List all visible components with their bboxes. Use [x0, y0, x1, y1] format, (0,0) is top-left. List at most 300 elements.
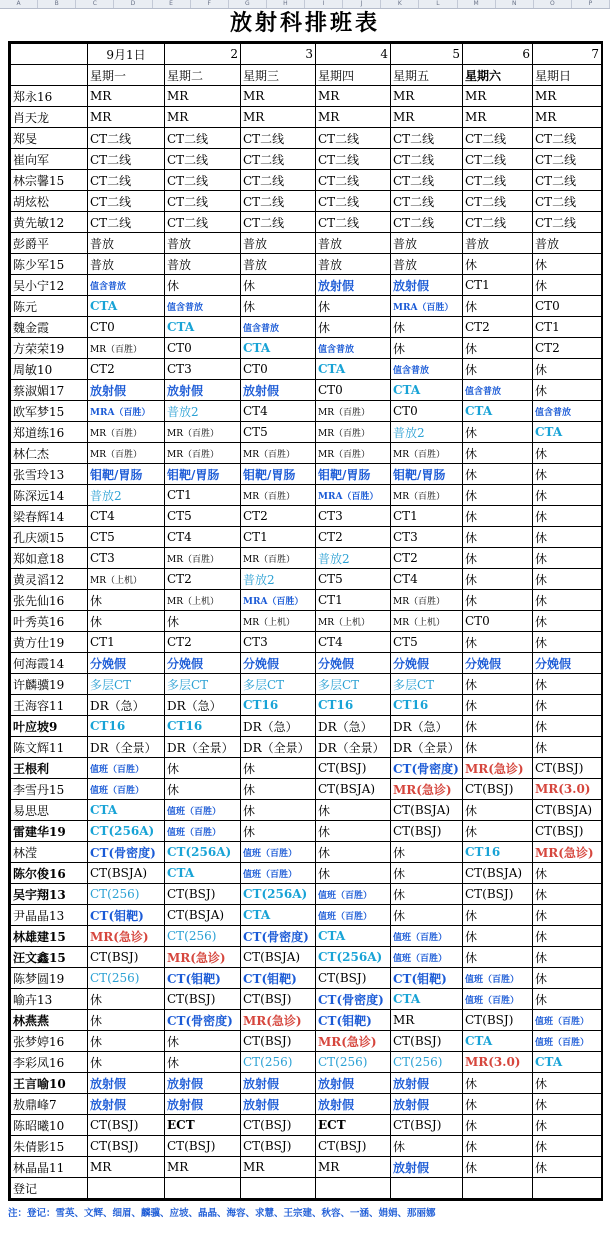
- shift-cell[interactable]: MR: [463, 107, 533, 128]
- header-blank-cell[interactable]: [11, 65, 88, 86]
- shift-cell[interactable]: 休: [533, 590, 602, 611]
- shift-cell[interactable]: 放射假: [165, 1094, 241, 1115]
- shift-cell[interactable]: 休: [533, 989, 602, 1010]
- shift-cell[interactable]: 休: [463, 443, 533, 464]
- shift-cell[interactable]: CT(256): [88, 884, 165, 905]
- staff-name-cell[interactable]: 林宗馨15: [11, 170, 88, 191]
- column-letter[interactable]: P: [572, 0, 610, 8]
- shift-cell[interactable]: CT2: [241, 506, 316, 527]
- shift-cell[interactable]: 值班（百胜）: [241, 842, 316, 863]
- shift-cell[interactable]: CT2: [165, 632, 241, 653]
- staff-name-cell[interactable]: 魏金霞: [11, 317, 88, 338]
- shift-cell[interactable]: CT二线: [391, 191, 463, 212]
- shift-cell[interactable]: 休: [533, 968, 602, 989]
- shift-cell[interactable]: CT16: [463, 842, 533, 863]
- shift-cell[interactable]: MR（百胜）: [165, 443, 241, 464]
- shift-cell[interactable]: DR（急）: [165, 695, 241, 716]
- header-blank-cell[interactable]: [11, 44, 88, 65]
- shift-cell[interactable]: CTA: [316, 359, 391, 380]
- shift-cell[interactable]: 休: [533, 884, 602, 905]
- shift-cell[interactable]: CT0: [463, 611, 533, 632]
- shift-cell[interactable]: CT(BSJA): [316, 779, 391, 800]
- shift-cell[interactable]: CT16: [391, 695, 463, 716]
- shift-cell[interactable]: MR: [88, 86, 165, 107]
- shift-cell[interactable]: CT(骨密度): [391, 758, 463, 779]
- shift-cell[interactable]: 分娩假: [533, 653, 602, 674]
- shift-cell[interactable]: 分娩假: [88, 653, 165, 674]
- shift-cell[interactable]: 休: [88, 611, 165, 632]
- shift-cell[interactable]: CT(BSJ): [88, 1115, 165, 1136]
- staff-name-cell[interactable]: 陈文辉11: [11, 737, 88, 758]
- shift-cell[interactable]: MR: [316, 1157, 391, 1178]
- shift-cell[interactable]: 休: [463, 905, 533, 926]
- shift-cell[interactable]: 普放: [316, 254, 391, 275]
- staff-name-cell[interactable]: 黄方仕19: [11, 632, 88, 653]
- shift-cell[interactable]: CT16: [316, 695, 391, 716]
- shift-cell[interactable]: 值含普放: [241, 317, 316, 338]
- shift-cell[interactable]: CTA: [88, 800, 165, 821]
- shift-cell[interactable]: CT二线: [316, 212, 391, 233]
- date-cell[interactable]: 6: [463, 44, 533, 65]
- staff-name-cell[interactable]: 吴宇翔13: [11, 884, 88, 905]
- shift-cell[interactable]: CT5: [391, 632, 463, 653]
- shift-cell[interactable]: CT(BSJA): [391, 800, 463, 821]
- staff-name-cell[interactable]: 方荣荣19: [11, 338, 88, 359]
- staff-name-cell[interactable]: 尹晶晶13: [11, 905, 88, 926]
- staff-name-cell[interactable]: 朱倩影15: [11, 1136, 88, 1157]
- shift-cell[interactable]: 值班（百胜）: [391, 926, 463, 947]
- shift-cell[interactable]: 休: [391, 338, 463, 359]
- shift-cell[interactable]: CT2: [316, 527, 391, 548]
- shift-cell[interactable]: MR(急诊): [241, 1010, 316, 1031]
- shift-cell[interactable]: CT(BSJ): [165, 884, 241, 905]
- shift-cell[interactable]: CT二线: [165, 191, 241, 212]
- shift-cell[interactable]: MR（上机）: [241, 611, 316, 632]
- column-letter[interactable]: I: [305, 0, 343, 8]
- shift-cell[interactable]: CT(256A): [165, 842, 241, 863]
- shift-cell[interactable]: 休: [463, 947, 533, 968]
- shift-cell[interactable]: CTA: [88, 296, 165, 317]
- shift-cell[interactable]: 休: [391, 317, 463, 338]
- shift-cell[interactable]: CT二线: [241, 212, 316, 233]
- shift-cell[interactable]: DR（全景）: [391, 737, 463, 758]
- shift-cell[interactable]: 值班（百胜）: [533, 1031, 602, 1052]
- shift-cell[interactable]: CTA: [241, 905, 316, 926]
- shift-cell[interactable]: 放射假: [316, 1073, 391, 1094]
- shift-cell[interactable]: 值班（百胜）: [391, 947, 463, 968]
- column-letter[interactable]: C: [76, 0, 114, 8]
- shift-cell[interactable]: 放射假: [88, 1094, 165, 1115]
- shift-cell[interactable]: CT5: [316, 569, 391, 590]
- shift-cell[interactable]: 休: [463, 821, 533, 842]
- shift-cell[interactable]: [463, 1178, 533, 1199]
- shift-cell[interactable]: 分娩假: [316, 653, 391, 674]
- shift-cell[interactable]: 休: [165, 611, 241, 632]
- column-letter[interactable]: D: [114, 0, 152, 8]
- shift-cell[interactable]: CT二线: [316, 191, 391, 212]
- shift-cell[interactable]: MR: [316, 86, 391, 107]
- shift-cell[interactable]: 休: [241, 821, 316, 842]
- staff-name-cell[interactable]: 叶应坡9: [11, 716, 88, 737]
- shift-cell[interactable]: CT(BSJ): [463, 884, 533, 905]
- shift-cell[interactable]: CT(256): [241, 1052, 316, 1073]
- shift-cell[interactable]: 普放2: [391, 422, 463, 443]
- staff-name-cell[interactable]: 崔向军: [11, 149, 88, 170]
- shift-cell[interactable]: CT5: [241, 422, 316, 443]
- shift-cell[interactable]: 休: [463, 674, 533, 695]
- shift-cell[interactable]: MR（百胜）: [391, 443, 463, 464]
- column-letter[interactable]: N: [496, 0, 534, 8]
- shift-cell[interactable]: DR（全景）: [88, 737, 165, 758]
- shift-cell[interactable]: MR（百胜）: [316, 443, 391, 464]
- staff-name-cell[interactable]: 李雪丹15: [11, 779, 88, 800]
- date-cell[interactable]: 9月1日: [88, 44, 165, 65]
- staff-name-cell[interactable]: 林雄建15: [11, 926, 88, 947]
- weekday-cell[interactable]: 星期一: [88, 65, 165, 86]
- shift-cell[interactable]: 休: [463, 632, 533, 653]
- shift-cell[interactable]: 休: [533, 359, 602, 380]
- shift-cell[interactable]: MR（上机）: [316, 611, 391, 632]
- shift-cell[interactable]: CT二线: [391, 149, 463, 170]
- shift-cell[interactable]: 休: [533, 695, 602, 716]
- shift-cell[interactable]: CT2: [533, 338, 602, 359]
- shift-cell[interactable]: 值含普放: [533, 401, 602, 422]
- column-letter[interactable]: K: [381, 0, 419, 8]
- shift-cell[interactable]: 休: [533, 632, 602, 653]
- shift-cell[interactable]: MRA（百胜）: [88, 401, 165, 422]
- shift-cell[interactable]: CT(骨密度): [241, 926, 316, 947]
- shift-cell[interactable]: CT二线: [88, 170, 165, 191]
- shift-cell[interactable]: 分娩假: [463, 653, 533, 674]
- shift-cell[interactable]: CT4: [241, 401, 316, 422]
- staff-name-cell[interactable]: 周敏10: [11, 359, 88, 380]
- shift-cell[interactable]: 休: [533, 737, 602, 758]
- shift-cell[interactable]: CT二线: [165, 128, 241, 149]
- shift-cell[interactable]: 休: [533, 548, 602, 569]
- shift-cell[interactable]: 休: [533, 674, 602, 695]
- shift-cell[interactable]: 钼靶/胃肠: [165, 464, 241, 485]
- shift-cell[interactable]: 休: [463, 296, 533, 317]
- shift-cell[interactable]: DR（急）: [241, 716, 316, 737]
- shift-cell[interactable]: CT(BSJ): [88, 1136, 165, 1157]
- staff-name-cell[interactable]: 林燕燕: [11, 1010, 88, 1031]
- shift-cell[interactable]: 钼靶/胃肠: [88, 464, 165, 485]
- shift-cell[interactable]: 休: [463, 590, 533, 611]
- staff-name-cell[interactable]: 喻卉13: [11, 989, 88, 1010]
- shift-cell[interactable]: 休: [533, 464, 602, 485]
- shift-cell[interactable]: 放射假: [391, 1073, 463, 1094]
- staff-name-cell[interactable]: 王根利: [11, 758, 88, 779]
- shift-cell[interactable]: 休: [165, 275, 241, 296]
- date-cell[interactable]: 5: [391, 44, 463, 65]
- shift-cell[interactable]: CT二线: [533, 212, 602, 233]
- shift-cell[interactable]: 放射假: [241, 1073, 316, 1094]
- shift-cell[interactable]: 休: [88, 590, 165, 611]
- shift-cell[interactable]: CT(BSJ): [391, 1115, 463, 1136]
- shift-cell[interactable]: CT二线: [316, 128, 391, 149]
- shift-cell[interactable]: MR: [165, 86, 241, 107]
- shift-cell[interactable]: MR: [241, 1157, 316, 1178]
- shift-cell[interactable]: 休: [165, 758, 241, 779]
- shift-cell[interactable]: MR: [165, 1157, 241, 1178]
- weekday-cell[interactable]: 星期二: [165, 65, 241, 86]
- shift-cell[interactable]: 普放: [165, 233, 241, 254]
- column-letter[interactable]: F: [191, 0, 229, 8]
- shift-cell[interactable]: CT3: [88, 548, 165, 569]
- shift-cell[interactable]: MR: [88, 107, 165, 128]
- column-letter[interactable]: M: [458, 0, 496, 8]
- staff-name-cell[interactable]: 王言喻10: [11, 1073, 88, 1094]
- shift-cell[interactable]: CT(BSJ): [463, 779, 533, 800]
- staff-name-cell[interactable]: 李彩凤16: [11, 1052, 88, 1073]
- shift-cell[interactable]: 休: [533, 863, 602, 884]
- shift-cell[interactable]: CT二线: [463, 191, 533, 212]
- column-letter[interactable]: O: [534, 0, 572, 8]
- shift-cell[interactable]: 休: [241, 758, 316, 779]
- shift-cell[interactable]: 放射假: [391, 1094, 463, 1115]
- shift-cell[interactable]: 休: [241, 779, 316, 800]
- shift-cell[interactable]: CT(钼靶): [391, 968, 463, 989]
- shift-cell[interactable]: CT1: [533, 317, 602, 338]
- shift-cell[interactable]: MR（百胜）: [165, 422, 241, 443]
- shift-cell[interactable]: ECT: [165, 1115, 241, 1136]
- shift-cell[interactable]: CT16: [241, 695, 316, 716]
- shift-cell[interactable]: 普放: [241, 233, 316, 254]
- staff-name-cell[interactable]: 肖天龙: [11, 107, 88, 128]
- staff-name-cell[interactable]: 登记: [11, 1178, 88, 1199]
- shift-cell[interactable]: 休: [533, 905, 602, 926]
- shift-cell[interactable]: CT5: [165, 506, 241, 527]
- shift-cell[interactable]: 值班（百胜）: [165, 821, 241, 842]
- shift-cell[interactable]: 分娩假: [241, 653, 316, 674]
- shift-cell[interactable]: CT(BSJA): [241, 947, 316, 968]
- shift-cell[interactable]: 值班（百胜）: [533, 1010, 602, 1031]
- shift-cell[interactable]: CT(骨密度): [165, 1010, 241, 1031]
- shift-cell[interactable]: 休: [463, 527, 533, 548]
- shift-cell[interactable]: 多层CT: [391, 674, 463, 695]
- shift-cell[interactable]: 休: [316, 296, 391, 317]
- shift-cell[interactable]: MR(急诊): [533, 842, 602, 863]
- staff-name-cell[interactable]: 张先仙16: [11, 590, 88, 611]
- shift-cell[interactable]: DR（急）: [88, 695, 165, 716]
- shift-cell[interactable]: [165, 1178, 241, 1199]
- shift-cell[interactable]: 休: [241, 275, 316, 296]
- shift-cell[interactable]: 休: [533, 1094, 602, 1115]
- shift-cell[interactable]: 休: [391, 884, 463, 905]
- staff-name-cell[interactable]: 胡炫松: [11, 191, 88, 212]
- shift-cell[interactable]: 休: [533, 1115, 602, 1136]
- shift-cell[interactable]: CT16: [165, 716, 241, 737]
- shift-cell[interactable]: MR（百胜）: [88, 422, 165, 443]
- shift-cell[interactable]: 休: [316, 317, 391, 338]
- shift-cell[interactable]: MR: [533, 86, 602, 107]
- staff-name-cell[interactable]: 陈梦圆19: [11, 968, 88, 989]
- shift-cell[interactable]: MR（百胜）: [241, 548, 316, 569]
- shift-cell[interactable]: 休: [533, 506, 602, 527]
- shift-cell[interactable]: CT1: [88, 632, 165, 653]
- shift-cell[interactable]: CT5: [88, 527, 165, 548]
- shift-cell[interactable]: 休: [391, 863, 463, 884]
- shift-cell[interactable]: CTA: [316, 926, 391, 947]
- staff-name-cell[interactable]: 敖鼎峰7: [11, 1094, 88, 1115]
- staff-name-cell[interactable]: 黄先敏12: [11, 212, 88, 233]
- shift-cell[interactable]: 休: [88, 1031, 165, 1052]
- shift-cell[interactable]: DR（全景）: [241, 737, 316, 758]
- shift-cell[interactable]: 值班（百胜）: [316, 884, 391, 905]
- shift-cell[interactable]: 休: [463, 926, 533, 947]
- shift-cell[interactable]: CT2: [165, 569, 241, 590]
- shift-cell[interactable]: 值班（百胜）: [463, 989, 533, 1010]
- shift-cell[interactable]: 值含普放: [391, 359, 463, 380]
- shift-cell[interactable]: 休: [533, 485, 602, 506]
- shift-cell[interactable]: CT0: [88, 317, 165, 338]
- shift-cell[interactable]: CT2: [391, 548, 463, 569]
- shift-cell[interactable]: 普放2: [316, 548, 391, 569]
- staff-name-cell[interactable]: 汪文鑫15: [11, 947, 88, 968]
- shift-cell[interactable]: 值班（百胜）: [165, 800, 241, 821]
- shift-cell[interactable]: MRA（百胜）: [391, 296, 463, 317]
- shift-cell[interactable]: CT(BSJ): [391, 821, 463, 842]
- shift-cell[interactable]: 普放: [165, 254, 241, 275]
- shift-cell[interactable]: CT3: [165, 359, 241, 380]
- shift-cell[interactable]: DR（全景）: [316, 737, 391, 758]
- shift-cell[interactable]: CT1: [463, 275, 533, 296]
- shift-cell[interactable]: 休: [533, 380, 602, 401]
- shift-cell[interactable]: 值含普放: [165, 296, 241, 317]
- shift-cell[interactable]: 值含普放: [463, 380, 533, 401]
- shift-cell[interactable]: 放射假: [165, 1073, 241, 1094]
- shift-cell[interactable]: CT(BSJ): [241, 1031, 316, 1052]
- shift-cell[interactable]: CT(钼靶): [88, 905, 165, 926]
- staff-name-cell[interactable]: 郑如意18: [11, 548, 88, 569]
- shift-cell[interactable]: CT4: [165, 527, 241, 548]
- shift-cell[interactable]: CT4: [316, 632, 391, 653]
- staff-name-cell[interactable]: 叶秀英16: [11, 611, 88, 632]
- shift-cell[interactable]: 普放: [463, 233, 533, 254]
- shift-cell[interactable]: 多层CT: [88, 674, 165, 695]
- shift-cell[interactable]: CT(BSJ): [241, 1136, 316, 1157]
- shift-cell[interactable]: CT(BSJA): [463, 863, 533, 884]
- shift-cell[interactable]: 分娩假: [391, 653, 463, 674]
- shift-cell[interactable]: MR（百胜）: [241, 485, 316, 506]
- shift-cell[interactable]: 休: [533, 947, 602, 968]
- column-letter[interactable]: L: [419, 0, 457, 8]
- shift-cell[interactable]: CT(BSJ): [391, 1031, 463, 1052]
- shift-cell[interactable]: CT3: [391, 527, 463, 548]
- shift-cell[interactable]: CT二线: [316, 170, 391, 191]
- shift-cell[interactable]: CTA: [391, 989, 463, 1010]
- date-cell[interactable]: 2: [165, 44, 241, 65]
- shift-cell[interactable]: 休: [533, 254, 602, 275]
- shift-cell[interactable]: CT(256): [316, 1052, 391, 1073]
- shift-cell[interactable]: 放射假: [391, 1157, 463, 1178]
- shift-cell[interactable]: 休: [463, 464, 533, 485]
- shift-cell[interactable]: 值班（百胜）: [463, 968, 533, 989]
- shift-cell[interactable]: 休: [463, 800, 533, 821]
- shift-cell[interactable]: CT二线: [391, 170, 463, 191]
- shift-cell[interactable]: MR（百胜）: [391, 485, 463, 506]
- shift-cell[interactable]: [88, 1178, 165, 1199]
- shift-cell[interactable]: MR(急诊): [391, 779, 463, 800]
- staff-name-cell[interactable]: 郑旻: [11, 128, 88, 149]
- shift-cell[interactable]: 放射假: [391, 275, 463, 296]
- shift-cell[interactable]: 钼靶/胃肠: [316, 464, 391, 485]
- shift-cell[interactable]: MR（上机）: [391, 611, 463, 632]
- shift-cell[interactable]: 休: [88, 1010, 165, 1031]
- shift-cell[interactable]: 休: [463, 737, 533, 758]
- shift-cell[interactable]: CT(BSJA): [165, 905, 241, 926]
- weekday-cell[interactable]: 星期四: [316, 65, 391, 86]
- shift-cell[interactable]: 休: [463, 485, 533, 506]
- shift-cell[interactable]: DR（全景）: [165, 737, 241, 758]
- shift-cell[interactable]: 休: [463, 506, 533, 527]
- shift-cell[interactable]: CTA: [391, 380, 463, 401]
- shift-cell[interactable]: 休: [463, 716, 533, 737]
- shift-cell[interactable]: CT二线: [533, 191, 602, 212]
- shift-cell[interactable]: 值班（百胜）: [241, 863, 316, 884]
- shift-cell[interactable]: 普放2: [165, 401, 241, 422]
- shift-cell[interactable]: CT1: [316, 590, 391, 611]
- staff-name-cell[interactable]: 陈尔俊16: [11, 863, 88, 884]
- shift-cell[interactable]: 休: [463, 1115, 533, 1136]
- shift-cell[interactable]: CT(骨密度): [88, 842, 165, 863]
- shift-cell[interactable]: MR（百胜）: [165, 548, 241, 569]
- staff-name-cell[interactable]: 郑道练16: [11, 422, 88, 443]
- staff-name-cell[interactable]: 陈昭曦10: [11, 1115, 88, 1136]
- shift-cell[interactable]: CT4: [88, 506, 165, 527]
- shift-cell[interactable]: CT二线: [88, 128, 165, 149]
- shift-cell[interactable]: 放射假: [88, 380, 165, 401]
- shift-cell[interactable]: 放射假: [316, 1094, 391, 1115]
- shift-cell[interactable]: CT1: [391, 506, 463, 527]
- shift-cell[interactable]: MR（百胜）: [391, 590, 463, 611]
- staff-name-cell[interactable]: 吴小宁12: [11, 275, 88, 296]
- shift-cell[interactable]: MRA（百胜）: [316, 485, 391, 506]
- shift-cell[interactable]: CT二线: [241, 191, 316, 212]
- shift-cell[interactable]: CT(BSJ): [241, 989, 316, 1010]
- shift-cell[interactable]: 普放2: [241, 569, 316, 590]
- shift-cell[interactable]: MR: [88, 1157, 165, 1178]
- shift-cell[interactable]: CT(BSJA): [88, 863, 165, 884]
- shift-cell[interactable]: CT16: [88, 716, 165, 737]
- shift-cell[interactable]: MR(急诊): [316, 1031, 391, 1052]
- shift-cell[interactable]: 普放: [391, 254, 463, 275]
- shift-cell[interactable]: CT二线: [241, 128, 316, 149]
- shift-cell[interactable]: MR: [391, 107, 463, 128]
- shift-cell[interactable]: 休: [463, 1136, 533, 1157]
- shift-cell[interactable]: [533, 1178, 602, 1199]
- shift-cell[interactable]: MR: [165, 107, 241, 128]
- shift-cell[interactable]: CTA: [165, 863, 241, 884]
- shift-cell[interactable]: CT(BSJ): [463, 1010, 533, 1031]
- shift-cell[interactable]: CT二线: [533, 149, 602, 170]
- shift-cell[interactable]: CTA: [463, 1031, 533, 1052]
- staff-name-cell[interactable]: 欧军梦15: [11, 401, 88, 422]
- shift-cell[interactable]: CT(BSJA): [533, 800, 602, 821]
- column-letter[interactable]: B: [38, 0, 76, 8]
- shift-cell[interactable]: MR: [241, 86, 316, 107]
- shift-cell[interactable]: MR（上机）: [165, 590, 241, 611]
- shift-cell[interactable]: 放射假: [88, 1073, 165, 1094]
- shift-cell[interactable]: 普放: [241, 254, 316, 275]
- staff-name-cell[interactable]: 何海霞14: [11, 653, 88, 674]
- shift-cell[interactable]: 休: [316, 863, 391, 884]
- shift-cell[interactable]: 休: [165, 1031, 241, 1052]
- shift-cell[interactable]: CT(BSJ): [533, 758, 602, 779]
- shift-cell[interactable]: CT二线: [391, 128, 463, 149]
- staff-name-cell[interactable]: 林滢: [11, 842, 88, 863]
- column-letter[interactable]: E: [153, 0, 191, 8]
